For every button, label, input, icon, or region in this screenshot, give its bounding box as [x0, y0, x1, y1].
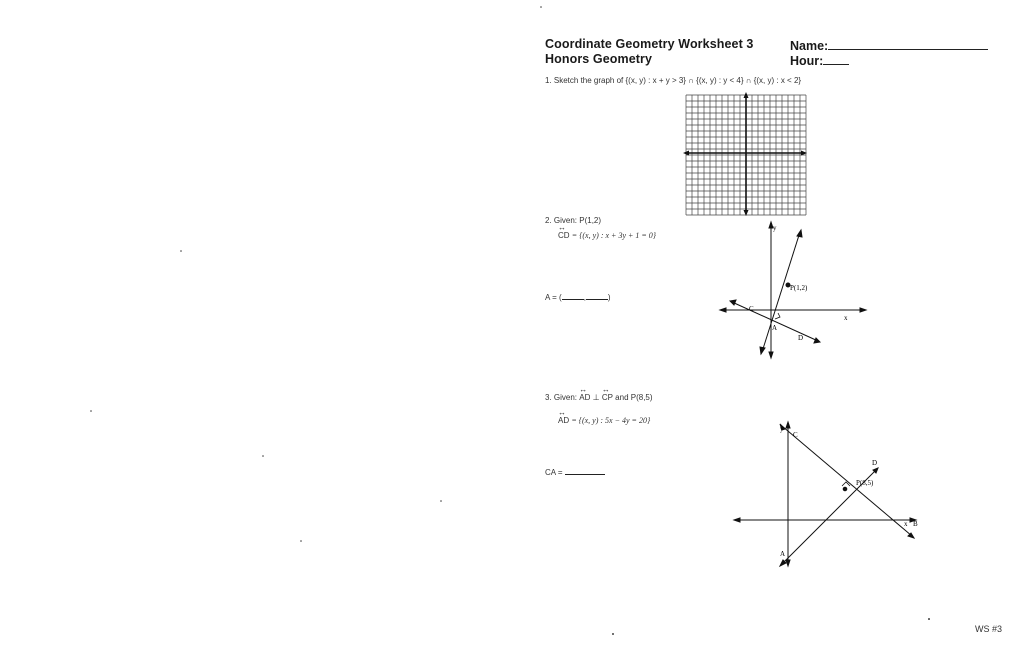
answer-blank-x[interactable]: [562, 291, 584, 300]
problem1-prompt: 1. Sketch the graph of {(x, y) : x + y > 3} ∩ {(x, y) : y < 4} ∩ {(x, y) : x < 2}: [545, 76, 802, 85]
answer-blank-y[interactable]: [583, 291, 608, 302]
hour-field[interactable]: [790, 52, 849, 70]
course-subtitle: Honors Geometry: [545, 52, 653, 66]
ca-blank[interactable]: [565, 466, 605, 475]
page-label: WS #3: [975, 624, 1003, 634]
ad-line-symbol: ↔ AD: [579, 385, 591, 402]
cd-line-name: CD: [558, 231, 570, 240]
fig3-d-label: D: [872, 459, 878, 467]
hour-blank[interactable]: [823, 53, 849, 65]
name-blank[interactable]: [828, 38, 988, 50]
fig2-a-label: A: [772, 324, 778, 332]
problem2-given: 2. Given: P(1,2): [545, 216, 602, 225]
answer-close: ): [607, 293, 611, 302]
problem3-given: [545, 385, 653, 402]
problem3-line-def: [558, 408, 651, 425]
given-cp: CP: [601, 393, 613, 402]
cp-line-symbol: ↔ CP: [601, 385, 613, 402]
problem2-line-def: [558, 223, 656, 240]
fig3-p-label: P(8,5): [856, 479, 874, 487]
answer-label: A = (: [545, 293, 562, 302]
given-prefix: 3. Given:: [545, 393, 578, 402]
fig2-c-label: C: [749, 305, 754, 313]
fig3-a-label: A: [780, 550, 786, 558]
ca-label: CA =: [545, 468, 563, 477]
fig3-x-label: x: [904, 520, 908, 528]
problem2-answer[interactable]: [545, 291, 611, 302]
fig2-p-label: P(1,2): [790, 284, 808, 292]
fig2-d-label: D: [798, 334, 804, 342]
fig2-y-label: y: [773, 224, 777, 232]
given-suffix: and P(8,5): [615, 393, 653, 402]
given-ad: AD: [579, 393, 591, 402]
cd-line-symbol: ↔ CD: [558, 223, 570, 240]
problem1-grid[interactable]: [683, 92, 807, 216]
fig3-y-label: y: [780, 425, 784, 433]
hour-label: Hour:: [790, 54, 824, 68]
ad-line-name: AD: [558, 416, 570, 425]
cd-line-eq: = {(x, y) : x + 3y + 1 = 0}: [571, 231, 656, 240]
ad-line-symbol-2: ↔ AD: [558, 408, 570, 425]
fig2-x-label: x: [844, 314, 848, 322]
fig3-c-label: C: [793, 431, 798, 439]
answer-sep: ,: [583, 293, 586, 302]
perp-symbol: ⊥: [592, 393, 600, 402]
worksheet-title: Coordinate Geometry Worksheet 3: [545, 37, 754, 51]
name-label: Name:: [790, 39, 829, 53]
ad-line-eq: = {(x, y) : 5x − 4y = 20}: [571, 416, 651, 425]
problem2-figure: [718, 218, 868, 360]
problem3-answer[interactable]: [545, 466, 605, 477]
fig3-b-label: B: [913, 520, 918, 528]
problem3-figure: [730, 418, 920, 568]
